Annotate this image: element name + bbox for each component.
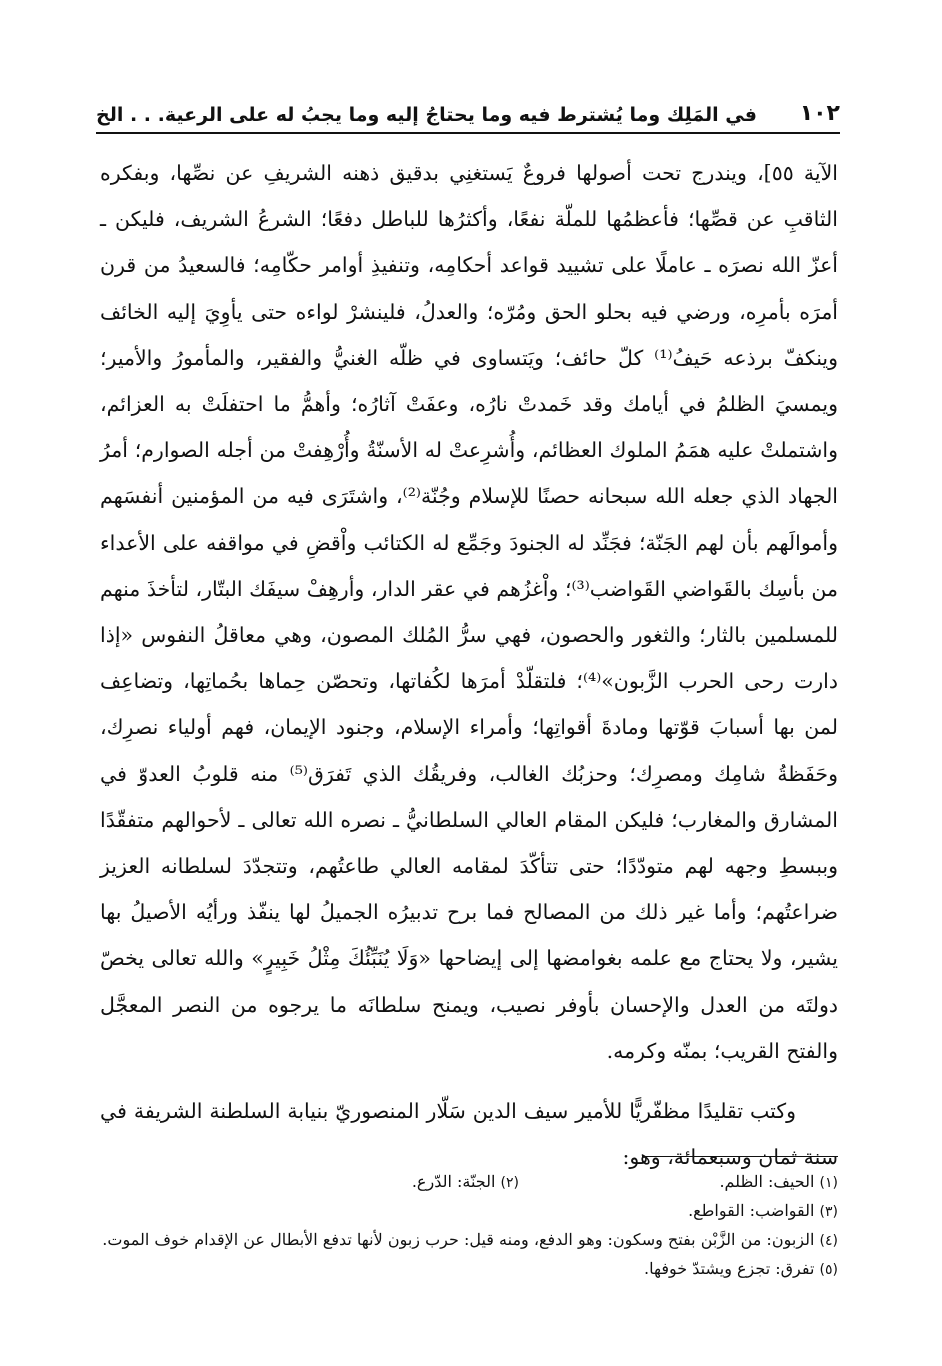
footnote-1 — [533, 1168, 838, 1197]
footnote-2 — [214, 1168, 519, 1197]
footnote-text: الحيف: الظلم. — [719, 1172, 815, 1191]
footnote-marker: (٥) — [819, 1262, 838, 1278]
page-header — [96, 94, 840, 134]
footnote-marker: (٣) — [819, 1204, 838, 1220]
footnote-3 — [100, 1197, 838, 1226]
footnote-4 — [100, 1226, 838, 1255]
footnote-divider — [642, 1156, 838, 1157]
footnotes — [100, 1168, 838, 1284]
body-paragraph-1: الآية ٥٥]، ويندرج تحت أصولها فروعٌ يَستغنِي بدقيق ذهنه الشريفِ عن نصِّها، وبفكره الثاقبِ عن قصِّها؛ فأعظمُها للملّة نفعًا، وأكثرُها للباطل دفعًا؛ الشرعُ الشريف، فليكن ـ أعزّ الله نصرَه ـ عاملًا على تشييد قواعد أحكامِه، وتنفيذِ أوامر حكّامِه؛ فالسعيدُ من قرن أمرَه بأمرِه، ورضي فيه بحلو الحق ومُرّه؛ والعدلُ، فلينشرْ لواءه حتى يأوِيَ إليه الخائف وينكفّ برذعه حَيفُ⁽¹⁾ كلّ حائف؛ ويَتساوى في ظلّه الغنيُّ والفقير، والمأمورُ والأمير؛ ويمسيَ الظلمُ في أيامك وقد خَمدتْ نارُه، وعفَتْ آثارُه؛ وأهمُّ ما احتفلَتْ به العزائم، واشتملتْ عليه همَمُ الملوك العظائم، وأُشرِعتْ له الأسنّةُ وأُرْهِفتْ من أجله الصوارم؛ أمرُ الجهاد الذي جعله الله سبحانه حصنًا للإسلام وجُنّة⁽²⁾، واشتَرَى فيه من المؤمنين أنفسَهم وأموالَهم بأن لهم الجَنّة؛ فجَنِّد له الجنودَ وجَمِّع له الكتائب واْقضِ في مواقفه على الأعداء من بأسِك بالقَواضي القَواضب⁽³⁾؛ واْغزُهم في عقر الدار، وأرهِفْ سيفَك البتّار، لتأخذَ منهم للمسلمين بالثار؛ والثغور والحصون، فهي سرُّ المُلك المصون، وهي معاقلُ النفوس «إذا دارت رحى الحرب الزَّبون»⁽⁴⁾؛ فلتقلّدْ أمرَها لكُفاتها، وتحصّن حِماها بحُماتِها، وتضاعِف لمن بها أسبابَ قوّتها ومادةَ أقواتِها؛ وأمراء الإسلام، وجنود الإيمان، فهم أولياء نصرِك، وحَفَظةُ شامِك ومصرِك؛ وحزبُك الغالب، وفريقُك الذي تَفرَق⁽⁵⁾ منه قلوبُ العدوّ في المشارق والمغارب؛ فليكن المقام العالي السلطانيُّ ـ نصره الله تعالى ـ لأحوالهم متفقّدًا وببسطِ وجهه لهم متودّدًا؛ حتى تتأكّدَ لمقامه العالي طاعتُهم، وتتجدّدَ لسلطانه العزيز ضراعتُهم؛ وأما غير ذلك من المصالح فما برح تدبيرُه الجميلُ لها ينفّذ ورأيُه الأصيلُ بها يشير، ولا يحتاج مع علمه بغوامضها إلى إيضاحها «وَلَا يُنَبِّئُكَ مِثْلُ خَبِيرٍ» والله تعالى يخصّ دولتَه من العدل والإحسان بأوفر نصيب، ويمنح سلطانَه ما يرجوه من النصر المعجَّل والفتح القريب؛ بمنّه وكرمه. — [100, 161, 839, 1063]
main-text — [100, 150, 838, 1180]
footnote-text: الزبون: من الزَّبْن بفتح وسكون: وهو الدفع، ومنه قيل: حرب زبون لأنها تدفع الأبطال عن الإقدام خوف الموت. — [102, 1230, 815, 1249]
footnote-row-1 — [100, 1168, 838, 1197]
footnote-text: القواضب: القواطع. — [688, 1201, 815, 1220]
footnote-text: الجنّة: الدّرع. — [411, 1172, 496, 1191]
running-title: في المَلِك وما يُشترط فيه وما يحتاجُ إليه وما يجبُ له على الرعية. . . الخ — [96, 104, 757, 126]
footnote-text: تفرق: تجزع ويشتدّ خوفها. — [644, 1259, 815, 1278]
page-number: ١٠٢ — [799, 101, 840, 126]
footnote-marker: (١) — [819, 1175, 838, 1191]
body-paragraph-2: وكتب تقليدًا مظفّريًّا للأمير سيف الدين سَلّار المنصوريّ بنيابة السلطنة الشريفة في سنة ثمان وسبعمائة، وهو: — [100, 1099, 838, 1170]
footnote-marker: (٤) — [819, 1233, 838, 1249]
footnote-marker: (٢) — [500, 1175, 519, 1191]
footnote-5 — [100, 1255, 838, 1284]
